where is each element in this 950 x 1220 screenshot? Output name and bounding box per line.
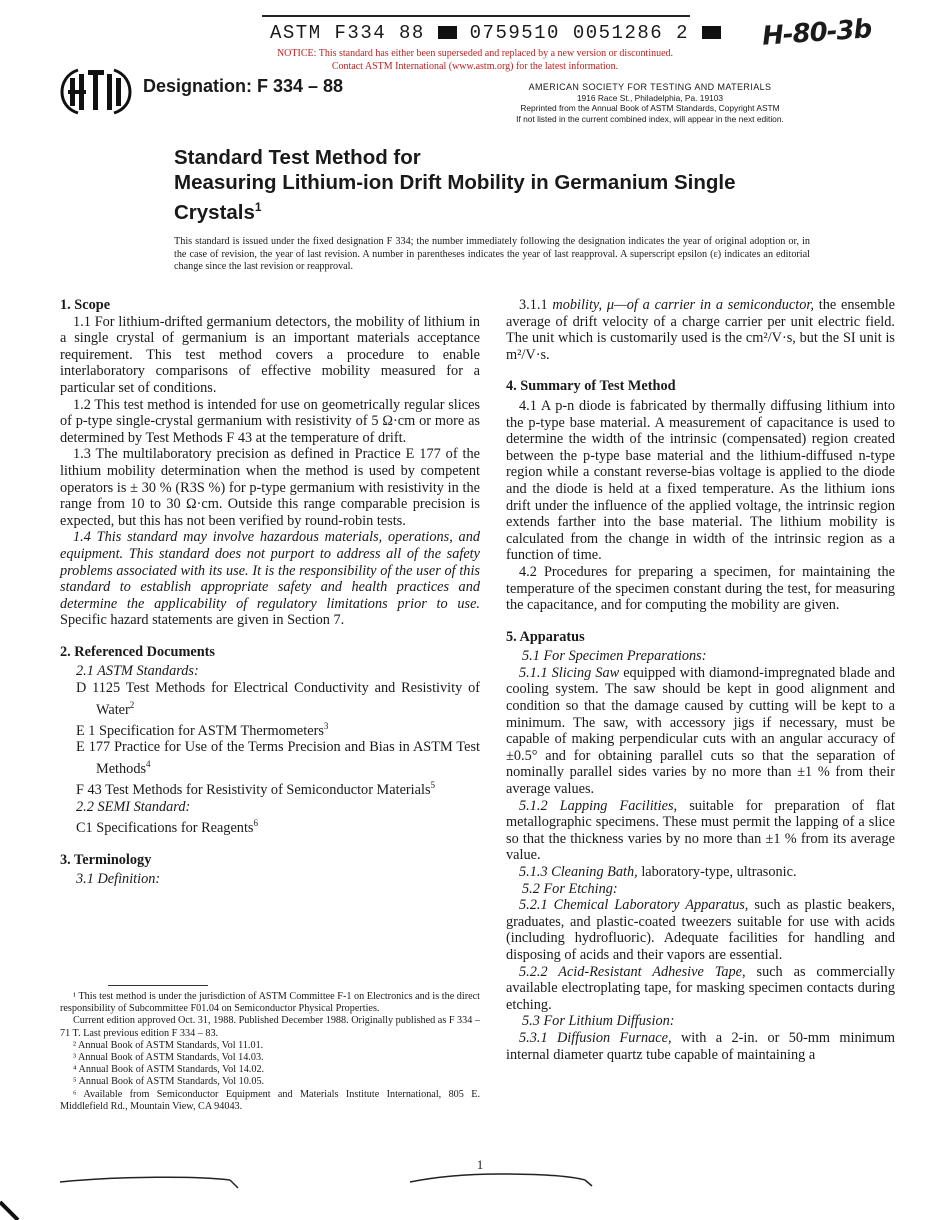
para-4-2: 4.2 Procedures for preparing a specimen, for maintaining the temperature of the specimen constant during the test, for measuring the capacitance, and for computing the mobility are given. xyxy=(506,563,895,614)
handwritten-note: H-80-3b xyxy=(761,14,873,52)
astm-logo-icon xyxy=(60,66,132,116)
notice-line-1: NOTICE: This standard has either been superseded and replaced by a new version or discontinued. xyxy=(276,48,674,59)
para-1-4: 1.4 This standard may involve hazardous materials, operations, and equipment. This standard does not purport to address all of the safety problems associated with its use. It is the responsibility of the user of this standard to establish appropriate safety and health practices and determine the applicability of regulatory limitations prior to use. Specific hazard statements are given in Section 7. xyxy=(60,529,480,629)
footnote-6: ⁶ Available from Semiconductor Equipment and Materials Institute International, 805 E. Middlefield Rd., Mountain View, CA 94043. xyxy=(60,1088,480,1112)
section-5-heading: 5. Apparatus xyxy=(506,628,585,645)
title-line-2: Measuring Lithium-ion Drift Mobility in Germanium Single xyxy=(174,171,736,194)
title-line-1: Standard Test Method for xyxy=(174,146,421,169)
ref-e177: E 177 Practice for Use of the Terms Precision and Bias in ASTM Test Methods$^4$ xyxy=(76,739,480,777)
black-square-icon xyxy=(702,26,721,39)
footnote-1: ¹ This test method is under the jurisdiction of ASTM Committee F-1 on Electronics and is the direct responsibility of Subcommittee F01.04 on Semiconductor Physical Properties. xyxy=(60,991,480,1015)
document-code-mid: 0759510 0051286 2 xyxy=(469,22,689,44)
scan-artifacts xyxy=(0,1160,950,1220)
section-4-heading: 4. Summary of Test Method xyxy=(506,378,676,395)
society-name: AMERICAN SOCIETY FOR TESTING AND MATERIALS xyxy=(528,82,772,92)
para-5-1-1: 5.1.1 Slicing Saw equipped with diamond-impregnated blade and cooling system. The saw should be kept in good alignment and condition so that the damage caused by cutting will be kept to a minimum. The saw, with accessory jigs if necessary, must be capable of making perpendicular cuts with an angular accuracy of ±0.5° and for obtaining parallel cuts so that the separation of nominally parallel sides varies by no more than ±1 % from their average values. xyxy=(506,664,895,798)
para-3-1-1: 3.1.1 mobility, μ—of a carrier in a semiconductor, the ensemble average of drift velocity of a charge carrier per unit electric field. The unit which is customarily used is the cm²/V·s, but the SI unit is m²/V·s. xyxy=(506,297,896,363)
para-4-1: 4.1 A p-n diode is fabricated by thermally diffusing lithium into the p-type base material. A measurement of capacitance is used to determine the width of the intrinsic (compensated) region created between the p-type base material and the lithium-diffused n-type region while a constant reverse-bias voltage is applied to the diode and the diode is held at a fixed temperature. As the lithium ions drift under the influence of the applied voltage, the intrinsic region extends farther into the base material. The lithium mobility is calculated from the change in width of the intrinsic region as a function of time. xyxy=(506,397,895,564)
footnotes xyxy=(60,991,480,1113)
footnote-edition: Current edition approved Oct. 31, 1988. Published December 1988. Originally published as F 334 – 71 T. Last previous edition F 334 – 83. xyxy=(60,1015,480,1039)
index-note: If not listed in the current combined index, will appear in the next edition. xyxy=(516,113,784,124)
ref-e1: E 1 Specification for ASTM Thermometers$^3$ xyxy=(76,721,329,739)
society-block xyxy=(470,82,830,124)
para-1-1: 1.1 For lithium-drifted germanium detectors, the mobility of lithium in a single crystal of germanium is an important materials acceptance requirement. This test method covers a procedure to enable interlaboratory comparisons of effective mobility measured for a particular set of conditions. xyxy=(60,313,480,396)
page-number: 1 xyxy=(476,1157,484,1172)
document-code xyxy=(270,22,721,44)
title-line-3: Crystals$^1$ xyxy=(174,200,262,224)
ref-d1125: D 1125 Test Methods for Electrical Conductivity and Resistivity of Water$^2$ xyxy=(76,680,480,718)
black-square-icon xyxy=(438,26,457,39)
left-column xyxy=(60,297,480,888)
para-2-2: 2.2 SEMI Standard: xyxy=(76,798,191,815)
footnote-5: ⁵ Annual Book of ASTM Standards, Vol 10.05. xyxy=(73,1076,265,1088)
header-rule xyxy=(262,15,690,17)
section-2-heading: 2. Referenced Documents xyxy=(60,643,215,660)
para-5-2-1: 5.2.1 Chemical Laboratory Apparatus, such as plastic beakers, graduates, and plastic-coated tweezers suitable for use with acids (including hydrofluoric). Adequate facilities for handling and disposing of acids and their vapors are essential. xyxy=(506,897,896,963)
section-3-heading: 3. Terminology xyxy=(60,851,152,868)
section-1-heading: 1. Scope xyxy=(60,297,111,313)
para-5-1: 5.1 For Specimen Preparations: xyxy=(522,648,707,665)
para-2-1: 2.1 ASTM Standards: xyxy=(76,663,199,680)
para-5-1-2: 5.1.2 Lapping Facilities, suitable for preparation of flat metallographic specimens. These must permit the lapping of a slice so that the thickness varies by no more than ±1 % from its average value. xyxy=(506,797,895,864)
issued-note: This standard is issued under the fixed designation F 334; the number immediately following the designation indicates the year of original adoption or, in the case of revision, the year of last revision. A number in parentheses indicates the year of last reapproval. A superscript epsilon (ε) indicates an editorial change since the last revision or reapproval. xyxy=(174,236,810,272)
footnote-rule xyxy=(108,985,208,986)
society-address: 1916 Race St., Philadelphia, Pa. 19103 xyxy=(576,92,724,103)
para-1-2: 1.2 This test method is intended for use on geometrically regular slices of p-type single-crystal germanium with resistivity of 5 Ω·cm or more as determined by Test Methods F 43 at the temperature of drift. xyxy=(60,396,480,446)
right-column xyxy=(506,297,895,1063)
para-5-2-2: 5.2.2 Acid-Resistant Adhesive Tape, such as commercially available electroplating tape, for masking specimen contacts during etching. xyxy=(506,963,896,1013)
designation: Designation: F 334 – 88 xyxy=(143,76,344,96)
footnote-2: ² Annual Book of ASTM Standards, Vol 11.01. xyxy=(73,1039,264,1051)
footnote-4: ⁴ Annual Book of ASTM Standards, Vol 14.02. xyxy=(73,1064,265,1076)
ref-c1: C1 Specifications for Reagents$^6$ xyxy=(76,818,258,837)
para-1-3: 1.3 The multilaboratory precision as defined in Practice E 177 of the lithium mobility determination when the method is used by competent operators is ± 30 % (R3S %) for p-type germanium with resistivity in the range from 10 to 30 Ω·cm. Outside this range comparable precision is expected, but this has not been verified by round-robin tests. xyxy=(60,446,480,529)
footnote-3: ³ Annual Book of ASTM Standards, Vol 14.03. xyxy=(73,1052,264,1064)
reprint-note: Reprinted from the Annual Book of ASTM Standards, Copyright ASTM xyxy=(520,103,780,113)
document-code-left: ASTM F334 88 xyxy=(270,22,425,44)
para-5-3-1: 5.3.1 Diffusion Furnace, with a 2-in. or 50-mm minimum internal diameter quartz tube capable of maintaining a xyxy=(506,1029,895,1063)
notice-line-2: Contact ASTM International (www.astm.org) for the latest information. xyxy=(331,61,619,72)
ref-f43: F 43 Test Methods for Resistivity of Semiconductor Materials$^5$ xyxy=(76,780,436,799)
para-5-2: 5.2 For Etching: xyxy=(522,880,618,897)
para-3-1: 3.1 Definition: xyxy=(76,871,161,888)
document-title xyxy=(174,145,814,225)
para-5-1-3: 5.1.3 Cleaning Bath, laboratory-type, ultrasonic. xyxy=(519,864,797,880)
para-5-3: 5.3 For Lithium Diffusion: xyxy=(522,1013,675,1030)
title-footnote-mark: 1 xyxy=(254,200,262,214)
